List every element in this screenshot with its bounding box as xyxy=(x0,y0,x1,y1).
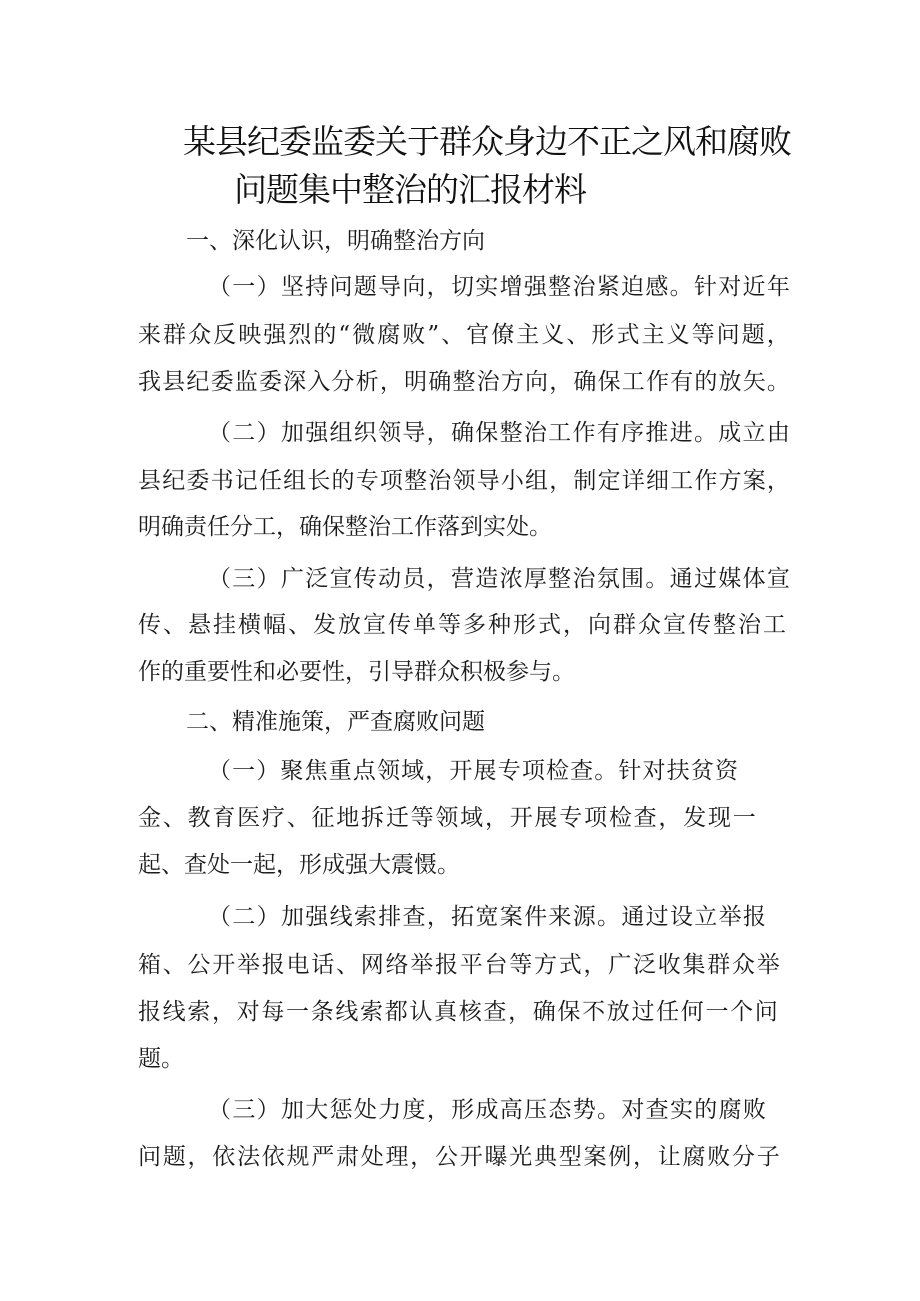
paragraph-line: 作的重要性和必要性，引导群众积极参与。 xyxy=(138,659,575,685)
paragraph-line: 金 、 教 育 医 疗 、 征 地 拆 迁 等 领 域 ， 开 展 专 项 检 查 ， 发 现 一 xyxy=(138,805,756,831)
paragraph-line: 县 纪 委 书 记 任 组 长 的 专 项 整 治 领 导 小 组 ， 制 定 详 细 工 作 方 案 ， xyxy=(138,468,790,494)
paragraph-line: （ 一 ） 聚 焦 重 点 领 域 ， 开 展 专 项 检 查 。 针 对 扶 贫 资 xyxy=(208,758,738,784)
document-title-line-1: 某县纪委监委关于群众身边不正之风和腐败 xyxy=(183,122,791,161)
paragraph-line: 问 题 ， 依 法 依 规 严 肃 处 理 ， 公 开 曝 光 典 型 案 例 ， 让 腐 败 分 子 xyxy=(138,1144,780,1170)
paragraph-line: （ 二 ） 加 强 组 织 领 导 ， 确 保 整 治 工 作 有 序 推 进 。 成 立 由 xyxy=(208,420,790,446)
paragraph-line: 起、查处一起，形成强大震慑。 xyxy=(138,852,460,878)
paragraph-line: 来 群 众 反 映 强 烈 的 “ 微 腐 败 ” 、 官 僚 主 义 、 形 式 主 义 等 问 题 ， xyxy=(138,322,790,348)
section-heading-1: 一、深化认识，明确整治方向 xyxy=(186,228,485,254)
paragraph-line: （ 二 ） 加 强 线 索 排 查 ， 拓 宽 案 件 来 源 。 通 过 设 立 举 报 xyxy=(208,904,766,930)
paragraph-line: 我 县 纪 委 监 委 深 入 分 析 ， 明 确 整 治 方 向 ， 确 保 工 作 有 的 放 矢 。 xyxy=(138,369,790,395)
paragraph-line: 传 、 悬 挂 横 幅 、 发 放 宣 传 单 等 多 种 形 式 ， 向 群 众 宣 传 整 治 工 xyxy=(138,612,786,638)
paragraph-line: 明确责任分工，确保整治工作落到实处。 xyxy=(138,514,552,540)
document-title-line-2: 问题集中整治的汇报材料 xyxy=(234,170,586,209)
paragraph-line: 题。 xyxy=(138,1046,184,1072)
paragraph-line: （ 一 ） 坚 持 问 题 导 向 ， 切 实 增 强 整 治 紧 迫 感 。 针 对 近 年 xyxy=(208,274,790,300)
paragraph-line: （ 三 ） 广 泛 宣 传 动 员 ， 营 造 浓 厚 整 治 氛 围 。 通 过 媒 体 宣 xyxy=(208,566,790,592)
paragraph-line: 箱 、 公 开 举 报 电 话 、 网 络 举 报 平 台 等 方 式 ， 广 泛 收 集 群 众 举 xyxy=(138,952,780,978)
paragraph-line: 报 线 索 ， 对 每 一 条 线 索 都 认 真 核 查 ， 确 保 不 放 过 任 何 一 个 问 xyxy=(138,999,778,1025)
section-heading-2: 二、精准施策，严查腐败问题 xyxy=(186,709,485,735)
paragraph-line: （ 三 ） 加 大 惩 处 力 度 ， 形 成 高 压 态 势 。 对 查 实 的 腐 败 xyxy=(208,1097,766,1123)
